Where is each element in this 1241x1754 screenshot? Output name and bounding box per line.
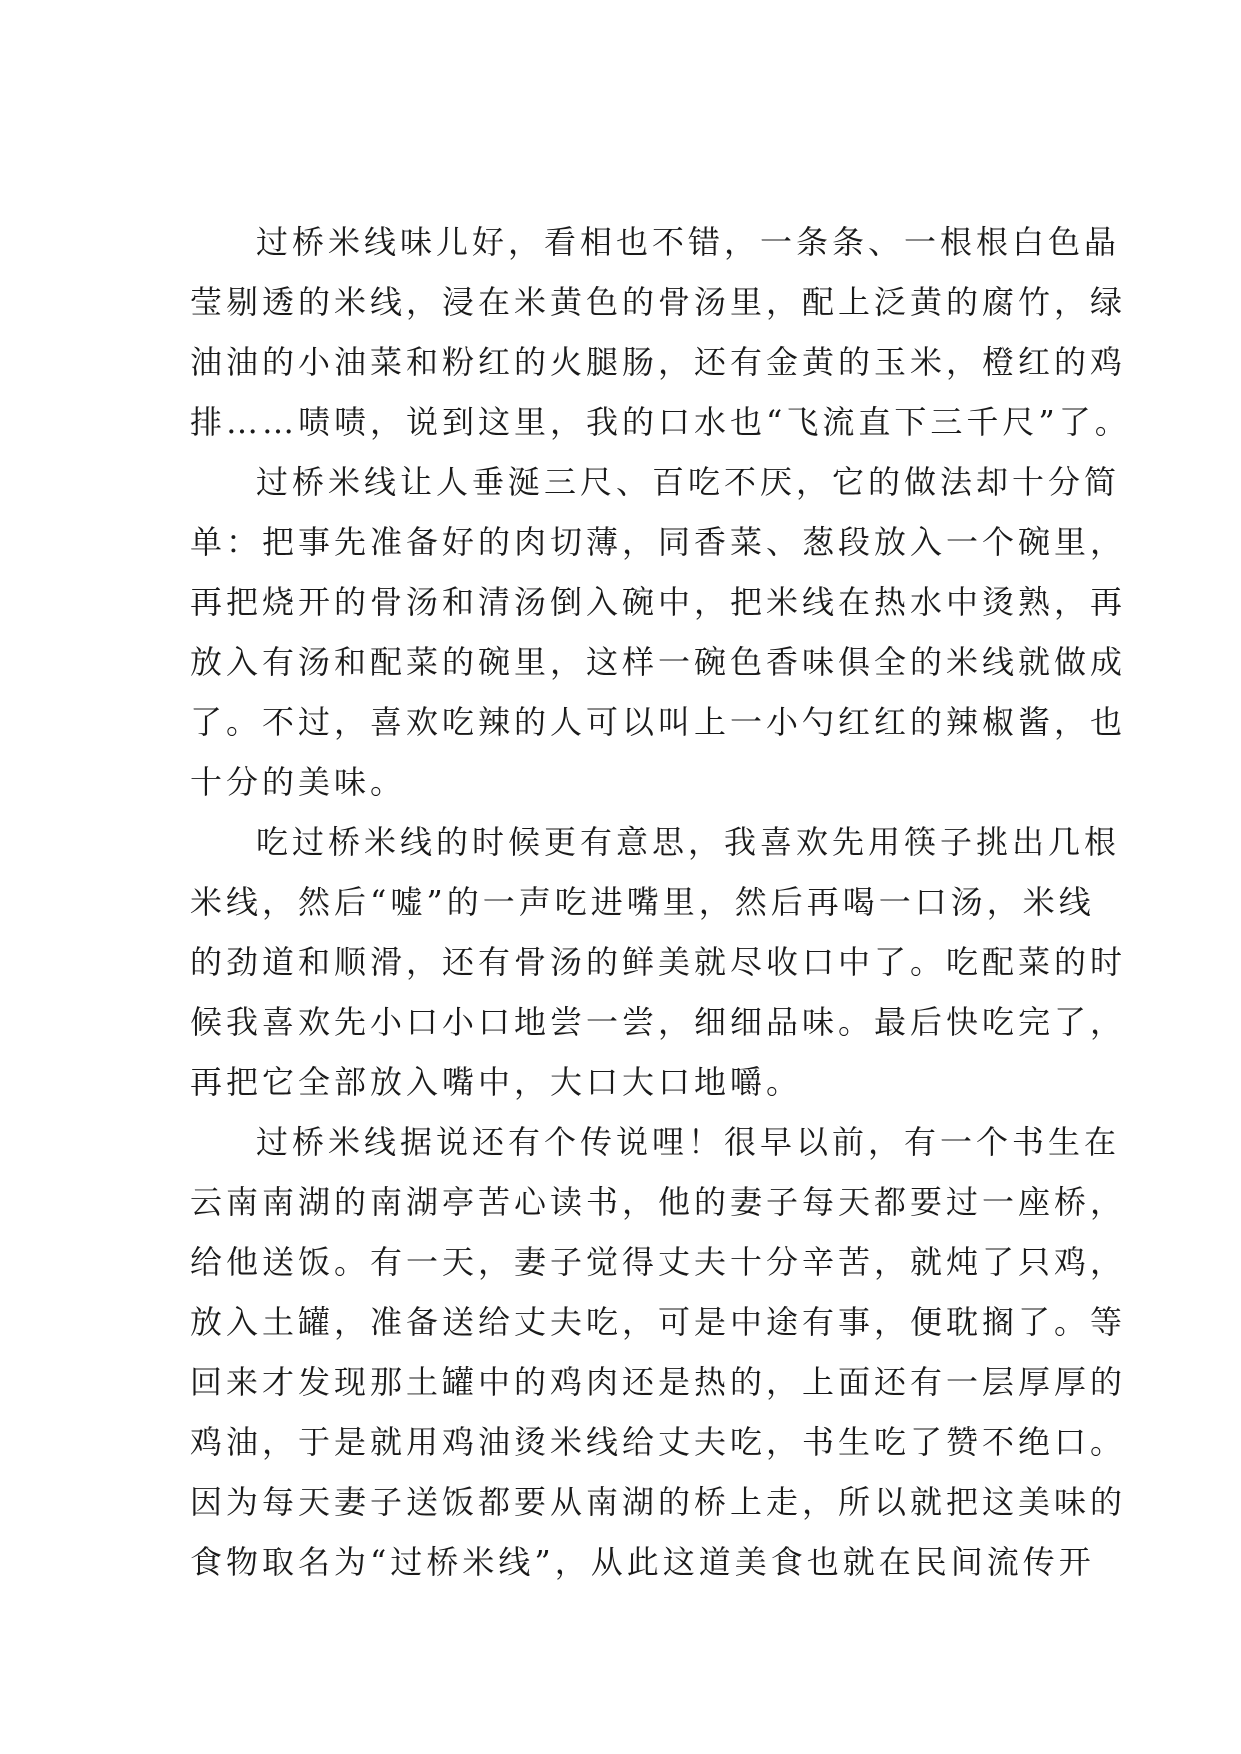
essay-body (190, 212, 1131, 1592)
text-line: 了。不过，喜欢吃辣的人可以叫上一小勺红红的辣椒酱，也 (190, 703, 1127, 741)
text-line: 再把它全部放入嘴中，大口大口地嚼。 (190, 1063, 803, 1101)
text-line: 米线，然后“嘘”的一声吃进嘴里，然后再喝一口汤，米线 (190, 883, 1095, 921)
text-line: 过桥米线味儿好，看相也不错，一条条、一根根白色晶 (256, 223, 1121, 261)
text-line: 的劲道和顺滑，还有骨汤的鲜美就尽收口中了。吃配菜的时 (190, 943, 1127, 981)
text-line: 食物取名为“过桥米线”，从此这道美食也就在民间流传开 (190, 1543, 1095, 1581)
text-line: 放入土罐，准备送给丈夫吃，可是中途有事，便耽搁了。等 (190, 1303, 1127, 1341)
paragraph-2 (190, 452, 1127, 812)
text-line: 莹剔透的米线，浸在米黄色的骨汤里，配上泛黄的腐竹，绿 (190, 283, 1127, 321)
text-line: 候我喜欢先小口小口地尝一尝，细细品味。最后快吃完了， (190, 1003, 1127, 1041)
text-line: 放入有汤和配菜的碗里，这样一碗色香味俱全的米线就做成 (190, 643, 1127, 681)
text-line: 云南南湖的南湖亭苦心读书，他的妻子每天都要过一座桥， (190, 1183, 1127, 1221)
text-line: 十分的美味。 (190, 763, 407, 801)
text-line: 再把烧开的骨汤和清汤倒入碗中，把米线在热水中烫熟，再 (190, 583, 1127, 621)
text-line: 给他送饭。有一天，妻子觉得丈夫十分辛苦，就炖了只鸡， (190, 1243, 1127, 1281)
text-line: 过桥米线据说还有个传说哩！很早以前，有一个书生在 (256, 1123, 1121, 1161)
paragraph-1 (190, 212, 1131, 452)
paragraph-3 (190, 812, 1127, 1112)
text-line: 吃过桥米线的时候更有意思，我喜欢先用筷子挑出几根 (256, 823, 1121, 861)
text-line: 因为每天妻子送饭都要从南湖的桥上走，所以就把这美味的 (190, 1483, 1127, 1521)
text-line: 单：把事先准备好的肉切薄，同香菜、葱段放入一个碗里， (190, 523, 1127, 561)
text-line: 过桥米线让人垂涎三尺、百吃不厌，它的做法却十分简 (256, 463, 1121, 501)
text-line: 鸡油，于是就用鸡油烫米线给丈夫吃，书生吃了赞不绝口。 (190, 1423, 1127, 1461)
paragraph-4 (190, 1112, 1127, 1592)
text-line: 排……啧啧，说到这里，我的口水也“飞流直下三千尺”了。 (190, 403, 1131, 441)
text-line: 油油的小油菜和粉红的火腿肠，还有金黄的玉米，橙红的鸡 (190, 343, 1127, 381)
text-line: 回来才发现那土罐中的鸡肉还是热的，上面还有一层厚厚的 (190, 1363, 1127, 1401)
